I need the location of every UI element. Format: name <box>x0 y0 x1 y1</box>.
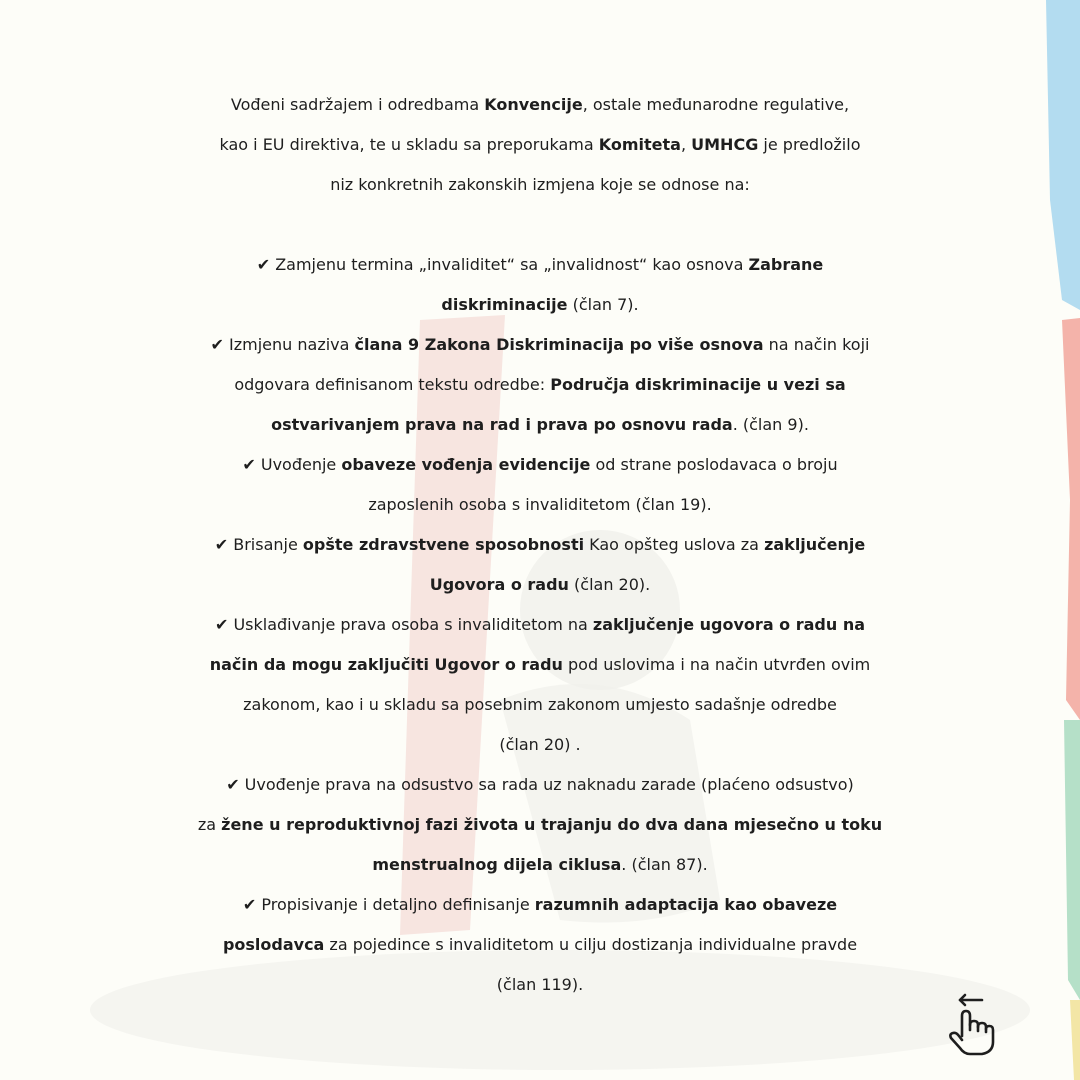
list-item-continuation: za žene u reproduktivnoj fazi života u trajanju do dva dana mjesečno u toku <box>197 815 883 834</box>
list-item-continuation: Ugovora o radu (član 20). <box>429 575 651 594</box>
checkmark-icon: ✔ <box>210 335 224 354</box>
checkmark-icon: ✔ <box>256 255 271 274</box>
checkmark-icon: ✔ <box>226 775 240 794</box>
list-item: ✔ Propisivanje i detaljno definisanje razumnih adaptacija kao obaveze <box>242 895 838 914</box>
list-item-continuation: (član 119). <box>496 975 584 994</box>
list-item-continuation: način da mogu zaključiti Ugovor o radu pod uslovima i na način utvrđen ovim <box>209 655 871 674</box>
list-item-continuation: odgovara definisanom tekstu odredbe: Područja diskriminacije u vezi sa <box>234 375 846 394</box>
checkmark-icon: ✔ <box>242 895 257 914</box>
intro-line: Vođeni sadržajem i odredbama Konvencije, ostale međunarodne regulative, <box>230 95 850 114</box>
list-item-continuation: ostvarivanjem prava na rad i prava po osnovu rada. (član 9). <box>271 415 809 434</box>
list-item-continuation: zaposlenih osoba s invaliditetom (član 19). <box>368 495 712 514</box>
checkmark-icon: ✔ <box>214 615 229 634</box>
list-item: ✔ Uvođenje prava na odsustvo sa rada uz naknadu zarade (plaćeno odsustvo) <box>226 775 854 794</box>
list-item: ✔ Uvođenje obaveze vođenja evidencije od strane poslodavaca o broju <box>242 455 838 474</box>
swipe-hand-icon[interactable] <box>944 992 1000 1058</box>
list-item: ✔ Izmjenu naziva člana 9 Zakona Diskriminacija po više osnova na način koji <box>210 335 870 354</box>
checkmark-icon: ✔ <box>214 535 229 554</box>
document-text <box>0 85 1080 1005</box>
list-item-continuation: diskriminacije (član 7). <box>441 295 639 314</box>
list-item-continuation: (član 20) . <box>499 735 581 754</box>
edge-strip-yellow <box>1070 1000 1080 1080</box>
list-item-continuation: zakonom, kao i u skladu sa posebnim zakonom umjesto sadašnje odredbe <box>243 695 837 714</box>
spacer <box>0 205 1080 245</box>
list-item: ✔ Usklađivanje prava osoba s invaliditetom na zaključenje ugovora o radu na <box>214 615 866 634</box>
checkmark-icon: ✔ <box>242 455 256 474</box>
list-item-continuation: menstrualnog dijela ciklusa. (član 87). <box>372 855 708 874</box>
list-item: ✔ Zamjenu termina „invaliditet“ sa „invalidnost“ kao osnova Zabrane <box>256 255 824 274</box>
intro-line: niz konkretnih zakonskih izmjena koje se odnose na: <box>330 175 750 194</box>
list-item: ✔ Brisanje opšte zdravstvene sposobnosti Kao opšteg uslova za zaključenje <box>214 535 866 554</box>
list-item-continuation: poslodavca za pojedince s invaliditetom u cilju dostizanja individualne pravde <box>222 935 858 954</box>
intro-line: kao i EU direktiva, te u skladu sa preporukama Komiteta, UMHCG je predložilo <box>219 135 861 154</box>
